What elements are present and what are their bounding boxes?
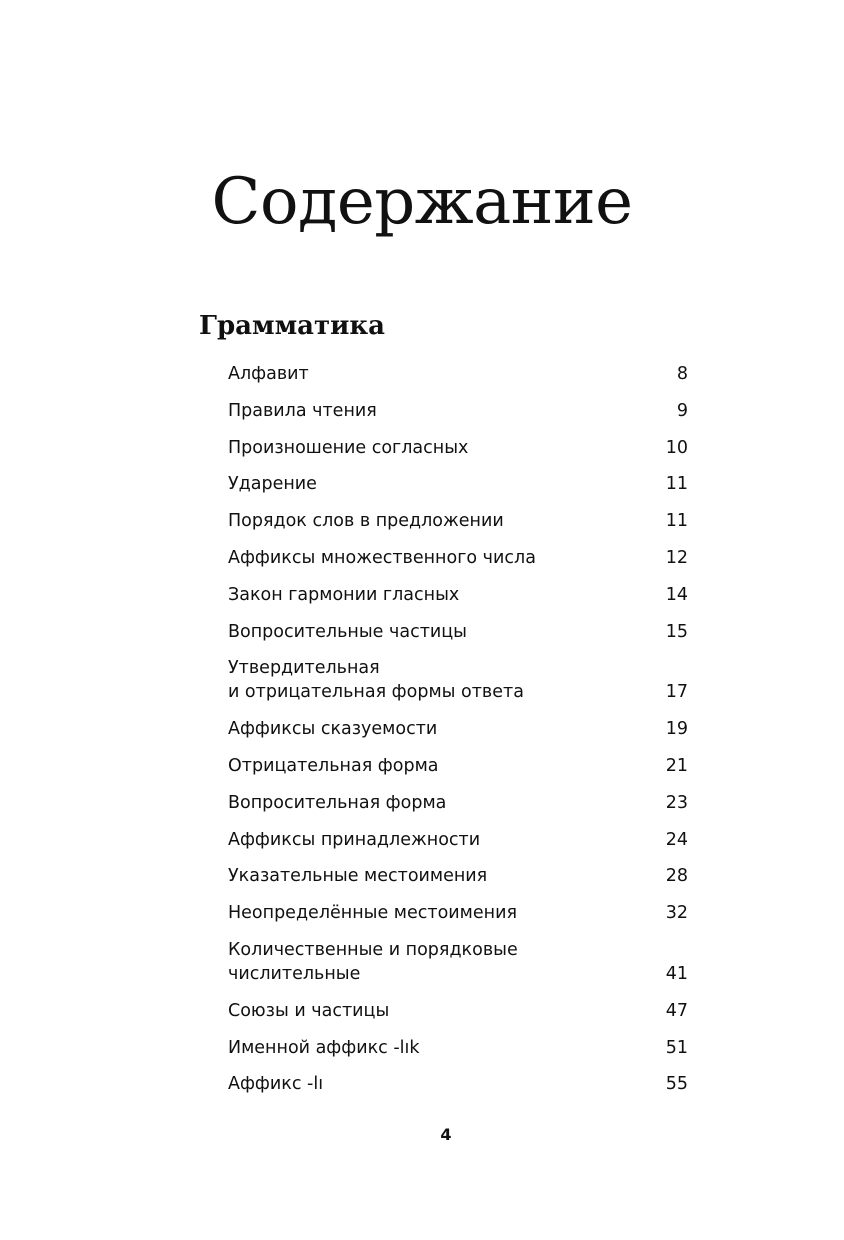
toc-entry-page: 19 [665,719,688,740]
toc-entry-page: 28 [665,866,688,887]
toc-entry[interactable] [228,472,688,496]
toc-entry-title: Количественные и порядковые числительные [228,939,518,984]
toc-entry-page: 11 [665,511,688,532]
toc-entry-page: 11 [665,474,688,495]
toc-entry[interactable] [228,864,688,888]
toc-entry[interactable] [228,1072,688,1096]
toc-entry-page: 8 [676,364,688,384]
toc-entry-title: Аффиксы множественного числа [228,547,536,568]
toc-entry-page: 21 [665,755,688,776]
toc-entry[interactable] [228,901,688,925]
toc-entry[interactable] [228,436,688,460]
toc-entry[interactable] [228,620,688,644]
toc-entry-title: Отрицательная форма [228,755,439,776]
toc-entry[interactable] [228,999,688,1023]
toc-entry[interactable] [228,362,688,386]
toc-entry-title: Вопросительная форма [228,792,447,813]
toc-entry[interactable] [228,509,688,533]
toc-entry-page: 9 [676,400,688,421]
toc-entry-page: 51 [665,1037,688,1058]
toc-entry[interactable] [228,656,688,704]
toc-entry-title: Порядок слов в предложении [228,511,504,532]
toc-entry[interactable] [228,791,688,815]
toc-entry-page: 24 [665,829,688,850]
toc-entry-title: Произношение согласных [228,437,469,458]
toc-entry-page: 47 [665,1000,688,1021]
toc-entry-title: Утвердительная и отрицательная формы ответа [228,658,524,703]
toc-entry-page: 23 [665,792,688,813]
toc-entry-title: Аффиксы принадлежности [228,829,481,850]
toc-entry[interactable] [228,754,688,778]
section-heading: Грамматика [199,311,386,341]
toc-entry[interactable] [228,717,688,741]
page-title: Содержание [211,165,633,239]
toc-entry[interactable] [228,399,688,423]
page-number: 4 [440,1125,452,1144]
toc-entry-page: 41 [665,963,688,984]
toc-entry-title: Алфавит [228,364,309,384]
toc-entry-title: Аффиксы сказуемости [228,719,438,740]
toc-entry-page: 14 [665,584,688,605]
toc-entry-page: 32 [665,903,688,924]
toc-entry-page: 15 [665,621,688,642]
toc-entry-title: Правила чтения [228,400,377,421]
toc-entry-page: 55 [665,1074,688,1095]
toc-entry-page: 12 [665,547,688,568]
toc-entry-title: Неопределённые местоимения [228,903,517,924]
toc-entry-title: Ударение [228,474,317,495]
toc-entry-title: Именной аффикс -lık [228,1037,420,1058]
toc-entry[interactable] [228,828,688,852]
toc-entry-page: 17 [665,682,688,703]
toc-entry-page: 10 [665,437,688,458]
toc-entry[interactable] [228,938,688,986]
toc-entry-title: Вопросительные частицы [228,621,467,642]
toc-entry-title: Закон гармонии гласных [228,584,460,605]
toc-entry[interactable] [228,583,688,607]
toc-entry[interactable] [228,1036,688,1060]
toc-entry[interactable] [228,546,688,570]
toc-entry-title: Союзы и частицы [228,1000,390,1021]
table-of-contents [228,362,688,1109]
toc-entry-title: Аффикс -lı [228,1074,324,1095]
toc-entry-title: Указательные местоимения [228,866,488,887]
